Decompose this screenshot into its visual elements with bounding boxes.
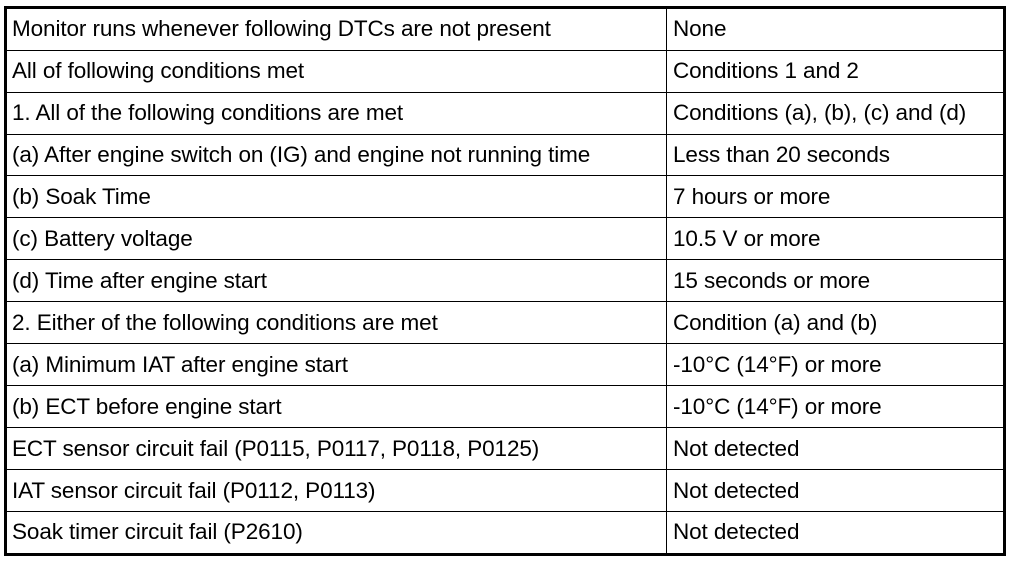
condition-cell: All of following conditions met [7,50,667,92]
value-cell: -10°C (14°F) or more [667,386,1004,428]
condition-cell: (d) Time after engine start [7,260,667,302]
table-row [7,344,1003,386]
monitor-conditions-table [7,9,1003,553]
table-row [7,302,1003,344]
value-cell: Condition (a) and (b) [667,302,1004,344]
table-row [7,176,1003,218]
table-row [7,218,1003,260]
table-row [7,512,1003,553]
condition-cell: Monitor runs whenever following DTCs are not present [7,9,667,50]
condition-cell: (b) Soak Time [7,176,667,218]
value-cell: Not detected [667,512,1004,553]
value-cell: 15 seconds or more [667,260,1004,302]
value-cell: Conditions 1 and 2 [667,50,1004,92]
condition-cell: (a) After engine switch on (IG) and engine not running time [7,134,667,176]
table-row [7,428,1003,470]
value-cell: Less than 20 seconds [667,134,1004,176]
condition-cell: 2. Either of the following conditions are met [7,302,667,344]
value-cell: 7 hours or more [667,176,1004,218]
monitor-conditions-table-frame [4,6,1006,556]
value-cell: Not detected [667,470,1004,512]
table-row [7,470,1003,512]
value-cell: Conditions (a), (b), (c) and (d) [667,92,1004,134]
value-cell: -10°C (14°F) or more [667,344,1004,386]
value-cell: Not detected [667,428,1004,470]
table-row [7,92,1003,134]
value-cell: None [667,9,1004,50]
value-cell: 10.5 V or more [667,218,1004,260]
table-row [7,9,1003,50]
table-row [7,134,1003,176]
condition-cell: 1. All of the following conditions are met [7,92,667,134]
table-row [7,260,1003,302]
condition-cell: (c) Battery voltage [7,218,667,260]
condition-cell: (a) Minimum IAT after engine start [7,344,667,386]
table-row [7,386,1003,428]
condition-cell: IAT sensor circuit fail (P0112, P0113) [7,470,667,512]
condition-cell: ECT sensor circuit fail (P0115, P0117, P0118, P0125) [7,428,667,470]
condition-cell: Soak timer circuit fail (P2610) [7,512,667,553]
table-row [7,50,1003,92]
condition-cell: (b) ECT before engine start [7,386,667,428]
